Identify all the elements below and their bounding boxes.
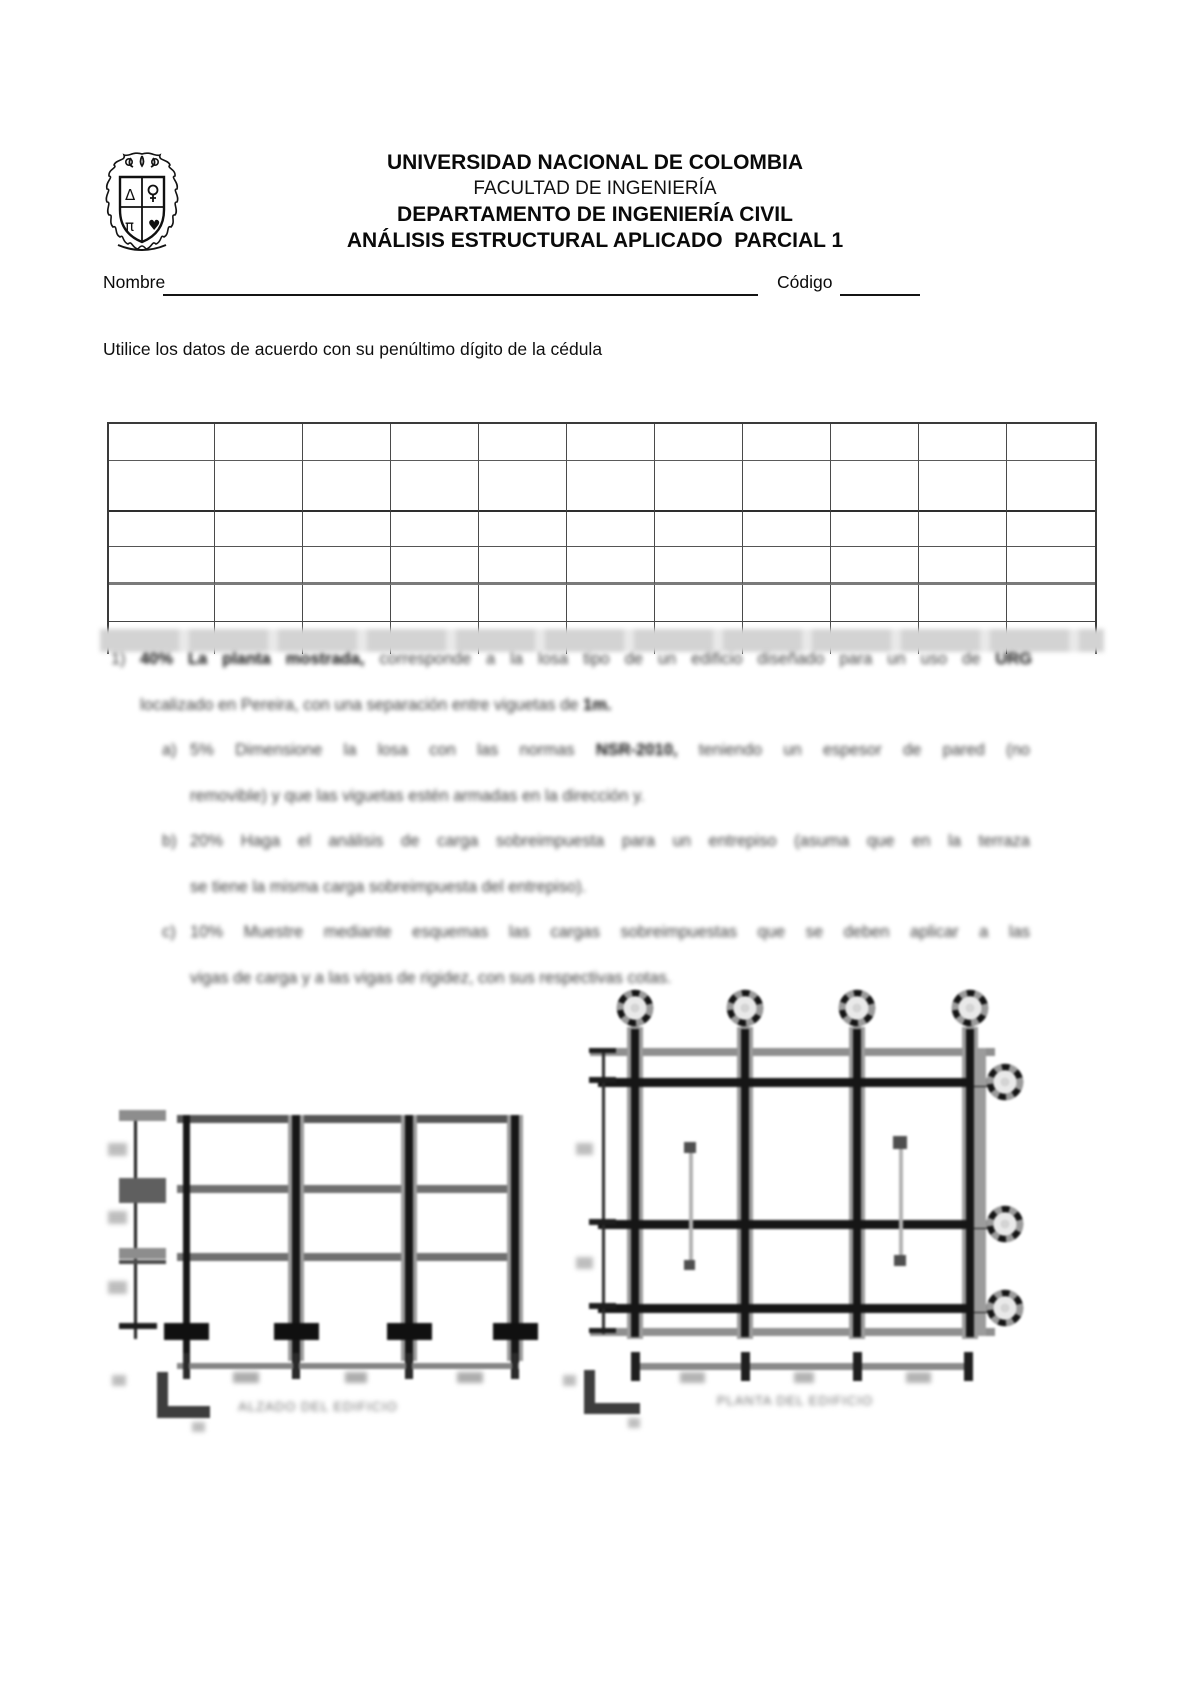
svg-text:π: π: [125, 217, 135, 235]
data-table[interactable]: [107, 422, 1097, 654]
axis-bubbles-top: [620, 993, 985, 1050]
question-text: localizado en Pereira, con una separación entre viguetas de: [140, 695, 584, 714]
elevation-left-dimension-chain: [108, 1110, 166, 1339]
document-header: [95, 150, 1095, 254]
table-cell[interactable]: [567, 585, 655, 622]
table-cell[interactable]: [479, 585, 567, 622]
table-cell[interactable]: [391, 585, 479, 622]
table-cell[interactable]: [215, 547, 303, 585]
table-cell[interactable]: [567, 547, 655, 585]
table-cell[interactable]: [391, 424, 479, 461]
table-cell[interactable]: [919, 547, 1007, 585]
table-cell[interactable]: [743, 585, 831, 622]
table-cell[interactable]: [567, 512, 655, 547]
question-item: [162, 728, 1030, 819]
university-title: UNIVERSIDAD NACIONAL DE COLOMBIA: [386, 151, 804, 174]
question-line: [190, 819, 1030, 865]
question-marker: a): [162, 741, 177, 759]
table-cell[interactable]: [109, 424, 215, 461]
table-cell[interactable]: [215, 512, 303, 547]
question-line: [190, 865, 1030, 911]
table-cell[interactable]: [1007, 547, 1095, 585]
table-cell[interactable]: [109, 547, 215, 585]
question-text-bold: 1m.: [583, 695, 612, 714]
svg-text:Δ: Δ: [125, 186, 136, 204]
question-text: 20% Haga el análisis de carga sobreimpuesta para un entrepiso (asuma que en la terraza: [190, 832, 1030, 850]
question-text: 10% Muestre mediante esquemas las cargas sobreimpuestas que se deben aplicar a las: [190, 923, 1030, 941]
table-cell[interactable]: [743, 424, 831, 461]
table-cell[interactable]: [303, 585, 391, 622]
elevation-columns: [183, 1115, 523, 1379]
table-cell[interactable]: [831, 461, 919, 512]
question-text-bold: URG: [995, 650, 1032, 668]
table-row: [109, 512, 1095, 547]
question-list: [103, 637, 1032, 1001]
question-marker: 1): [111, 650, 126, 668]
table-cell[interactable]: [831, 424, 919, 461]
table-cell[interactable]: [215, 424, 303, 461]
table-cell[interactable]: [303, 547, 391, 585]
plan-caption: PLANTA DEL EDIFICIO: [716, 1393, 874, 1408]
table-cell[interactable]: [1007, 585, 1095, 622]
table-cell[interactable]: [303, 512, 391, 547]
code-blank-line[interactable]: [840, 272, 920, 296]
table-cell[interactable]: [831, 547, 919, 585]
question-line: [190, 774, 1030, 820]
table-cell[interactable]: [743, 461, 831, 512]
question-line: [190, 728, 1030, 774]
table-row: [109, 585, 1095, 622]
table-cell[interactable]: [919, 585, 1007, 622]
table-cell[interactable]: [919, 512, 1007, 547]
table-cell[interactable]: [215, 461, 303, 512]
question-text-bold: NSR-2010,: [595, 741, 678, 759]
table-cell[interactable]: [479, 461, 567, 512]
exam-title: ANÁLISIS ESTRUCTURAL APLICADO PARCIAL 1: [346, 229, 844, 252]
table-cell[interactable]: [919, 424, 1007, 461]
table-cell[interactable]: [1007, 424, 1095, 461]
table-cell[interactable]: [919, 461, 1007, 512]
faculty-title: FACULTAD DE INGENIERÍA: [473, 178, 717, 199]
table-cell[interactable]: [391, 461, 479, 512]
slab-edges: [590, 1048, 995, 1336]
plan-columns: [627, 1027, 978, 1339]
question-marker: c): [162, 923, 176, 941]
question-line: [140, 637, 1032, 683]
table-cell[interactable]: [479, 512, 567, 547]
table-cell[interactable]: [1007, 461, 1095, 512]
table-row: [109, 547, 1095, 585]
plan-bottom-dimension-line: [631, 1352, 973, 1383]
table-cell[interactable]: [743, 547, 831, 585]
table-cell[interactable]: [743, 512, 831, 547]
department-title: DEPARTAMENTO DE INGENIERÍA CIVIL: [397, 203, 793, 226]
table-cell[interactable]: [655, 461, 743, 512]
table-cell[interactable]: [567, 424, 655, 461]
svg-text:♥: ♥: [148, 218, 161, 234]
fixed-supports: [164, 1323, 538, 1340]
table-cell[interactable]: [109, 461, 215, 512]
joist-direction-marks: [684, 1136, 907, 1270]
elevation-diagram: [95, 1095, 540, 1440]
table-cell[interactable]: [479, 424, 567, 461]
table-cell[interactable]: [109, 512, 215, 547]
plan-diagram: [540, 985, 1040, 1450]
table-cell[interactable]: [655, 424, 743, 461]
table-row: [109, 461, 1095, 512]
table-cell[interactable]: [109, 585, 215, 622]
question-text: corresponde a la losa tipo de un edificio diseñado para un uso de: [364, 650, 996, 668]
question-text: se tiene la misma carga sobreimpuesta del entrepiso).: [190, 877, 587, 896]
question-text: teniendo un espesor de pared (no: [677, 741, 1030, 759]
question-item: [103, 637, 1032, 728]
table-cell[interactable]: [567, 461, 655, 512]
plan-beams: [598, 1078, 1000, 1313]
table-cell[interactable]: [831, 512, 919, 547]
question-text: vigas de carga y a las vigas de rigidez, con sus respectivas cotas.: [190, 968, 672, 987]
instruction-text: Utilice los datos de acuerdo con su penúltimo dígito de la cédula: [103, 339, 603, 359]
elevation-caption: ALZADO DEL EDIFICIO: [238, 1399, 398, 1414]
table-cell[interactable]: [391, 512, 479, 547]
table-cell[interactable]: [1007, 512, 1095, 547]
question-line: [140, 683, 1032, 729]
question-item: [162, 819, 1030, 910]
question-text-bold: 40% La planta mostrada,: [140, 650, 365, 668]
question-line: [190, 910, 1030, 956]
table-cell[interactable]: [391, 547, 479, 585]
plan-axis-indicator: [563, 1370, 640, 1428]
name-blank-line[interactable]: [163, 272, 758, 296]
table-row: [109, 424, 1095, 461]
elevation-beams: [177, 1115, 519, 1261]
table-cell[interactable]: [303, 424, 391, 461]
table-cell[interactable]: [831, 585, 919, 622]
name-label: Nombre: [103, 272, 166, 292]
plan-left-dimension-chain: [576, 1048, 616, 1334]
code-label: Código: [777, 272, 833, 292]
table-cell[interactable]: [479, 547, 567, 585]
question-text: 5% Dimensione la losa con las normas: [190, 741, 596, 759]
elevation-bottom-dimension-line: [177, 1353, 519, 1383]
table-cell[interactable]: [655, 547, 743, 585]
table-cell[interactable]: [655, 512, 743, 547]
table-cell[interactable]: [655, 585, 743, 622]
table-cell[interactable]: [215, 585, 303, 622]
question-marker: b): [162, 832, 177, 850]
question-text: removible) y que las viguetas estén armadas en la dirección y.: [190, 786, 645, 805]
elevation-axis-indicator: [112, 1372, 210, 1432]
table-cell[interactable]: [303, 461, 391, 512]
